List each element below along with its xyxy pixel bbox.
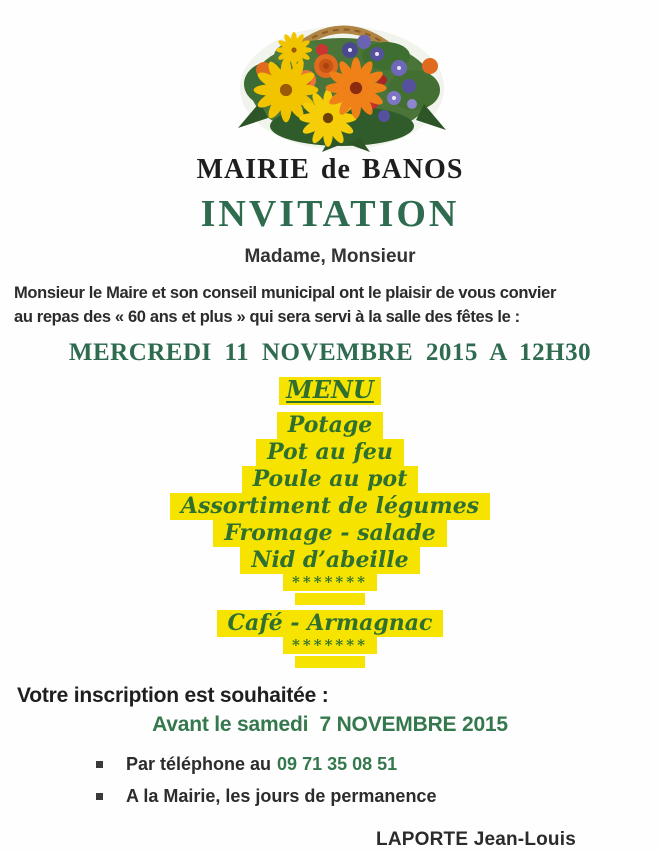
flower-bouquet-icon bbox=[234, 6, 450, 152]
event-date: MERCREDI 11 NOVEMBRE 2015 A 12H30 bbox=[68, 338, 592, 366]
menu-item: Fromage - salade bbox=[170, 520, 490, 547]
signature-name: LAPORTE Jean-Louis bbox=[376, 828, 576, 850]
menu-item: Assortiment de légumes bbox=[170, 493, 490, 520]
flower-bouquet-image bbox=[234, 6, 450, 152]
menu-item: Potage bbox=[170, 412, 490, 439]
registration-bullet-item bbox=[96, 754, 660, 775]
menu-item: Café - Armagnac bbox=[170, 610, 490, 637]
bullet-text: Par téléphone au bbox=[126, 753, 272, 774]
intro-paragraph bbox=[14, 281, 646, 330]
bullet-text: A la Mairie, les jours de permanence bbox=[126, 785, 437, 806]
menu-item: Pot au feu bbox=[170, 439, 490, 466]
organization-name: MAIRIE de BANOS bbox=[196, 154, 464, 185]
registration-heading: Votre inscription est souhaitée : bbox=[17, 683, 329, 707]
registration-bullet-item bbox=[96, 786, 660, 807]
menu-item: ******* bbox=[170, 574, 490, 592]
square-bullet-icon bbox=[96, 793, 103, 800]
intro-line-1: Monsieur le Maire et son conseil municipal ont le plaisir de vous convier bbox=[14, 283, 557, 302]
menu-heading: MENU bbox=[279, 377, 381, 405]
registration-bullets bbox=[96, 754, 660, 807]
bullet-accent-text: 09 71 35 08 51 bbox=[277, 753, 398, 774]
menu-items bbox=[170, 412, 490, 673]
registration-deadline: Avant le samedi 7 NOVEMBRE 2015 bbox=[152, 712, 508, 736]
intro-line-2: au repas des « 60 ans et plus » qui sera servi à la salle des fêtes le : bbox=[14, 308, 520, 327]
square-bullet-icon bbox=[96, 761, 103, 768]
menu-item: Poule au pot bbox=[170, 466, 490, 493]
menu-item: ******* bbox=[170, 637, 490, 655]
menu-item bbox=[170, 592, 490, 610]
menu-section bbox=[0, 374, 660, 673]
registration-section bbox=[0, 684, 660, 807]
salutation: Madame, Monsieur bbox=[244, 245, 416, 267]
menu-item bbox=[170, 655, 490, 673]
page-title: INVITATION bbox=[200, 193, 460, 236]
menu-item: Nid d’abeille bbox=[170, 547, 490, 574]
